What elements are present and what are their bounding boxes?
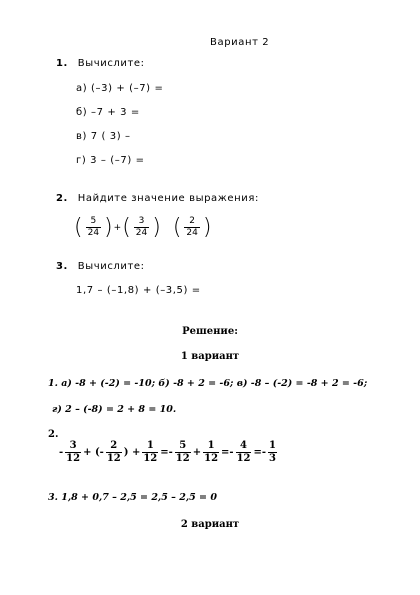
variant1-heading: 1 вариант — [180, 351, 240, 362]
fraction-denominator: 12 — [236, 453, 251, 464]
paren-open-1: ( — [74, 214, 83, 240]
fraction-numerator: 5 — [90, 216, 97, 226]
paren-close-3: ) — [202, 214, 212, 240]
variant2-heading: 2 вариант — [180, 519, 240, 530]
paren-close-1: ) — [104, 214, 113, 240]
expr-op: =- — [253, 447, 267, 458]
task1-heading — [56, 58, 145, 69]
task2-fraction-1 — [86, 216, 101, 239]
task2-fraction-3 — [184, 216, 199, 239]
fraction-denominator: 12 — [66, 453, 81, 464]
fraction-denominator: 3 — [269, 453, 276, 464]
task2-operator: + — [113, 222, 122, 233]
solution-line-4: 3. 1,8 + 0,7 – 2,5 = 2,5 – 2,5 = 0 — [48, 492, 217, 503]
task2-heading — [56, 193, 259, 204]
paren-close-2: ) — [152, 214, 161, 240]
fraction-denominator: 12 — [106, 453, 121, 464]
fraction-numerator: 3 — [138, 216, 145, 226]
variant-title: Вариант 2 — [210, 37, 270, 48]
task3-heading — [56, 261, 145, 272]
solution-task2-expression — [58, 440, 278, 465]
task1-item-a: а) (–3) + (–7) = — [76, 83, 164, 94]
solution-line-1: 1. а) -8 + (-2) = -10; б) -8 + 2 = -6; в) -8 – (-2) = -8 + 2 = -6; — [48, 378, 368, 389]
task1-number: 1. — [56, 58, 68, 69]
paren-open-2: ( — [122, 214, 131, 240]
fraction-numerator: 2 — [110, 440, 118, 451]
fraction-numerator: 1 — [146, 440, 154, 451]
task3-expression: 1,7 – (–1,8) + (–3,5) = — [76, 285, 201, 296]
task3-title: Вычислите: — [77, 261, 145, 272]
fraction-numerator: 1 — [269, 440, 276, 451]
fraction-numerator: 2 — [189, 216, 196, 226]
task2-number: 2. — [56, 193, 68, 204]
task3-number: 3. — [56, 261, 68, 272]
expr-fraction-2 — [106, 440, 122, 465]
task1-item-v: в) 7 ( 3) – — [76, 131, 131, 142]
fraction-denominator: 24 — [186, 228, 198, 238]
fraction-denominator: 12 — [204, 453, 219, 464]
solution-task2-label: 2. — [48, 429, 59, 440]
expr-fraction-4 — [175, 440, 191, 465]
fraction-denominator: 12 — [143, 453, 158, 464]
fraction-denominator: 12 — [175, 453, 190, 464]
task2-expression — [74, 216, 211, 239]
solution-heading: Решение: — [182, 326, 238, 337]
task1-item-g: г) 3 – (–7) = — [76, 155, 145, 166]
expr-fraction-5 — [203, 440, 219, 465]
task2-title: Найдите значение выражения: — [77, 193, 259, 204]
fraction-denominator: 24 — [135, 228, 148, 238]
expr-fraction-1 — [65, 440, 81, 465]
task1-title: Вычислите: — [77, 58, 145, 69]
expr-op: + — [192, 447, 202, 458]
paren-open-3: ( — [172, 214, 182, 240]
task2-fraction-2 — [134, 216, 149, 239]
expr-op: ) + — [123, 447, 141, 458]
task1-item-b: б) –7 + 3 = — [76, 107, 140, 118]
expr-fraction-7 — [268, 440, 277, 465]
expr-fraction-3 — [142, 440, 158, 465]
fraction-denominator: 24 — [87, 228, 100, 238]
fraction-numerator: 1 — [207, 440, 215, 451]
fraction-numerator: 3 — [69, 440, 77, 451]
solution-line-2: г) 2 – (-8) = 2 + 8 = 10. — [52, 404, 177, 415]
expr-lead: - — [59, 447, 64, 458]
expr-fraction-6 — [236, 440, 252, 465]
expr-op: =- — [160, 447, 173, 458]
fraction-numerator: 4 — [240, 440, 247, 451]
fraction-numerator: 5 — [179, 440, 187, 451]
expr-op: + (- — [83, 447, 104, 458]
expr-op: =- — [221, 447, 234, 458]
